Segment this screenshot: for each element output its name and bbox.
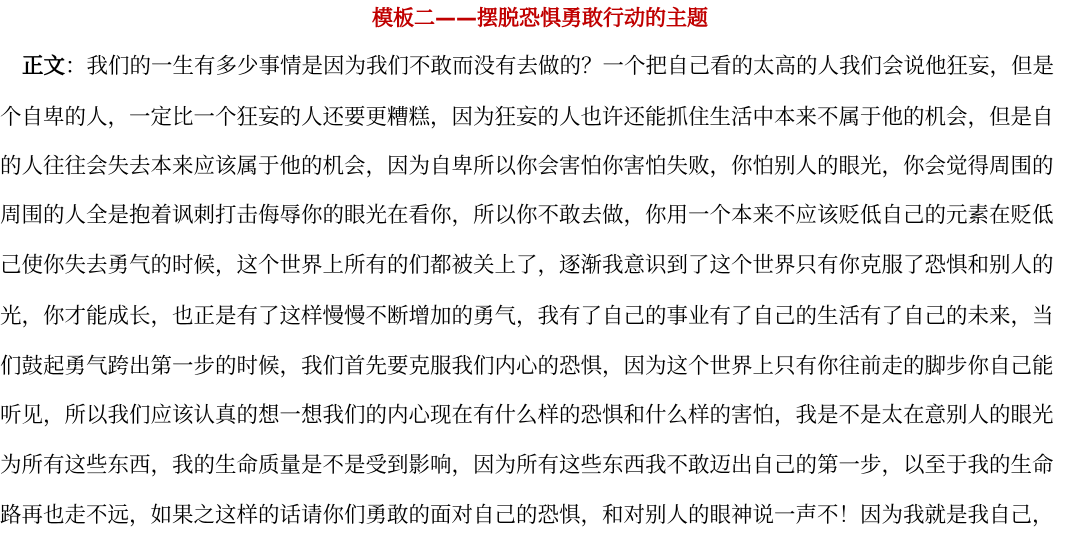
body-line-1-text: ：我们的一生有多少事情是因为我们不敢而没有去做的？一个把自己看的太高的人我们会说他狂妄，但是 <box>65 54 1055 79</box>
body-line-2: 个自卑的人，一定比一个狂妄的人还要更糟糕，因为狂妄的人也许还能抓住生活中本来不属于他的机会，但是自 <box>0 105 1054 130</box>
body-label: 正文 <box>22 54 66 79</box>
body-line-4: 周围的人全是抱着讽刺打击侮辱你的眼光在看你，所以你不敢去做，你用一个本来不应该贬低自己的元素在贬低 <box>0 203 1054 228</box>
body-line-10: 路再也走不远，如果之这样的话请你们勇敢的面对自己的恐惧，和对别人的眼神说一声不！因为我就是我自己， <box>0 503 1054 528</box>
body-line-7: 们鼓起勇气跨出第一步的时候，我们首先要克服我们内心的恐惧，因为这个世界上只有你往前走的脚步你自己能 <box>0 354 1054 379</box>
body-line-3: 的人往往会失去本来应该属于他的机会，因为自卑所以你会害怕你害怕失败，你怕别人的眼光，你会觉得周围的 <box>0 154 1054 179</box>
body-line-9: 为所有这些东西，我的生命质量是不是受到影响，因为所有这些东西我不敢迈出自己的第一步，以至于我的生命 <box>0 453 1054 478</box>
document-title: 模板二——摆脱恐惧勇敢行动的主题 <box>372 6 708 30</box>
body-line-8: 听见，所以我们应该认真的想一想我们的内心现在有什么样的恐惧和什么样的害怕，我是不是太在意别人的眼光 <box>0 403 1054 428</box>
body-line-5: 己使你失去勇气的时候，这个世界上所有的们都被关上了，逐渐我意识到了这个世界只有你克服了恐惧和别人的 <box>0 253 1054 278</box>
body-line-1 <box>22 52 1054 82</box>
body-line-6: 光，你才能成长，也正是有了这样慢慢不断增加的勇气，我有了自己的事业有了自己的生活有了自己的未来，当 <box>0 304 1054 329</box>
